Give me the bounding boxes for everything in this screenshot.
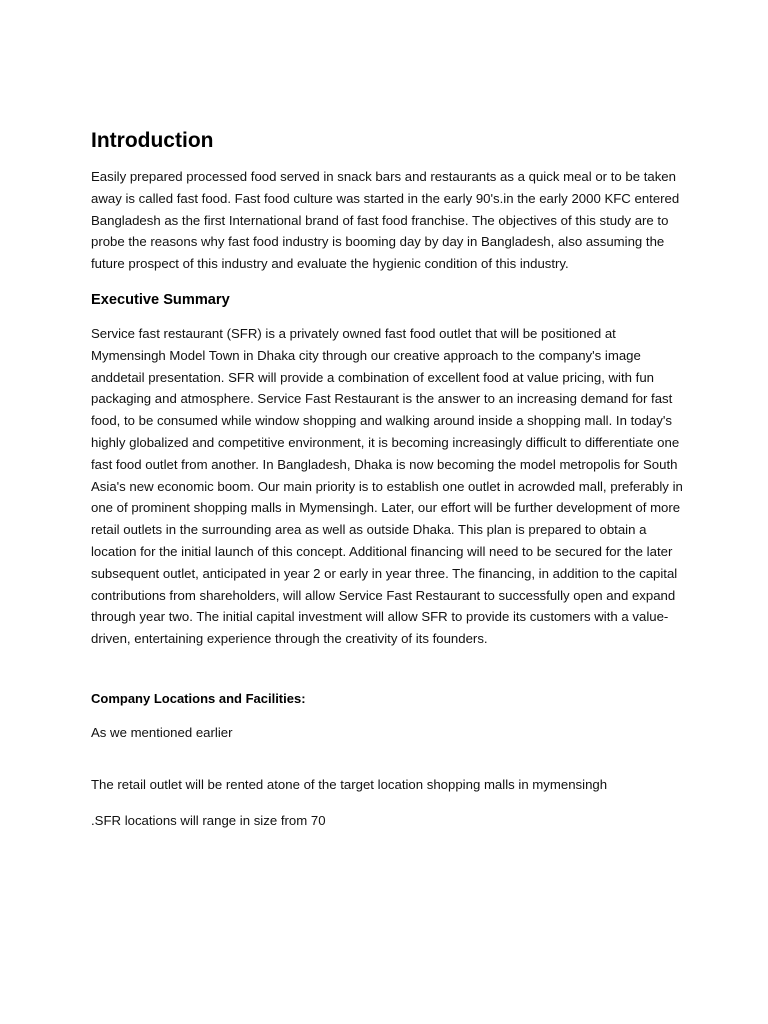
section-spacer — [91, 664, 687, 688]
introduction-heading: Introduction — [91, 129, 214, 152]
locations-line-2: The retail outlet will be rented atone of the target location shopping malls in mymensingh — [91, 776, 608, 792]
document-content — [91, 126, 687, 846]
executive-summary-paragraph: Service fast restaurant (SFR) is a privately owned fast food outlet that will be positioned at Mymensingh Model Town in Dhaka city through our creative approach to the company's image anddetail presentation. SFR will provide a combination of excellent food at value pricing, with fun packaging and atmosphere. Service Fast Restaurant is the answer to an increasing demand for fast food, to be consumed while window shopping and walking around inside a shopping mall. In today's highly globalized and competitive environment, it is becoming increasingly difficult to differentiate one fast food outlet from another. In Bangladesh, Dhaka is now becoming the model metropolis for South Asia's new economic boom. Our main priority is to establish one outlet in acrowded mall, preferably in one of prominent shopping malls in Mymensingh. Later, our effort will be further development of more retail outlets in the surrounding area as well as outside Dhaka. This plan is prepared to obtain a location for the initial launch of this concept. Additional financing will need to be secured for the later subsequent outlet, anticipated in year 2 or early in year three. The financing, in addition to the capital contributions from shareholders, will allow Service Fast Restaurant to successfully open and expand through year two. The initial capital investment will allow SFR to provide its customers with a value-driven, entertaining experience through the creativity of its founders. — [91, 325, 683, 647]
line-spacer — [91, 758, 687, 774]
locations-line-3: .SFR locations will range in size from 70 — [91, 812, 326, 828]
introduction-paragraph: Easily prepared processed food served in snack bars and restaurants as a quick meal or to be taken away is called fast food. Fast food culture was started in the early 90's.in the early 2000 KFC entered Bangladesh as the first International brand of fast food franchise. The objectives of this study are to probe the reasons why fast food industry is booming day by day in Bangladesh, also assuming the future prospect of this industry and evaluate the hygienic condition of this industry. — [91, 169, 680, 272]
company-locations-heading: Company Locations and Facilities: — [91, 690, 306, 706]
executive-summary-heading: Executive Summary — [91, 291, 230, 308]
locations-line-1: As we mentioned earlier — [91, 724, 233, 740]
